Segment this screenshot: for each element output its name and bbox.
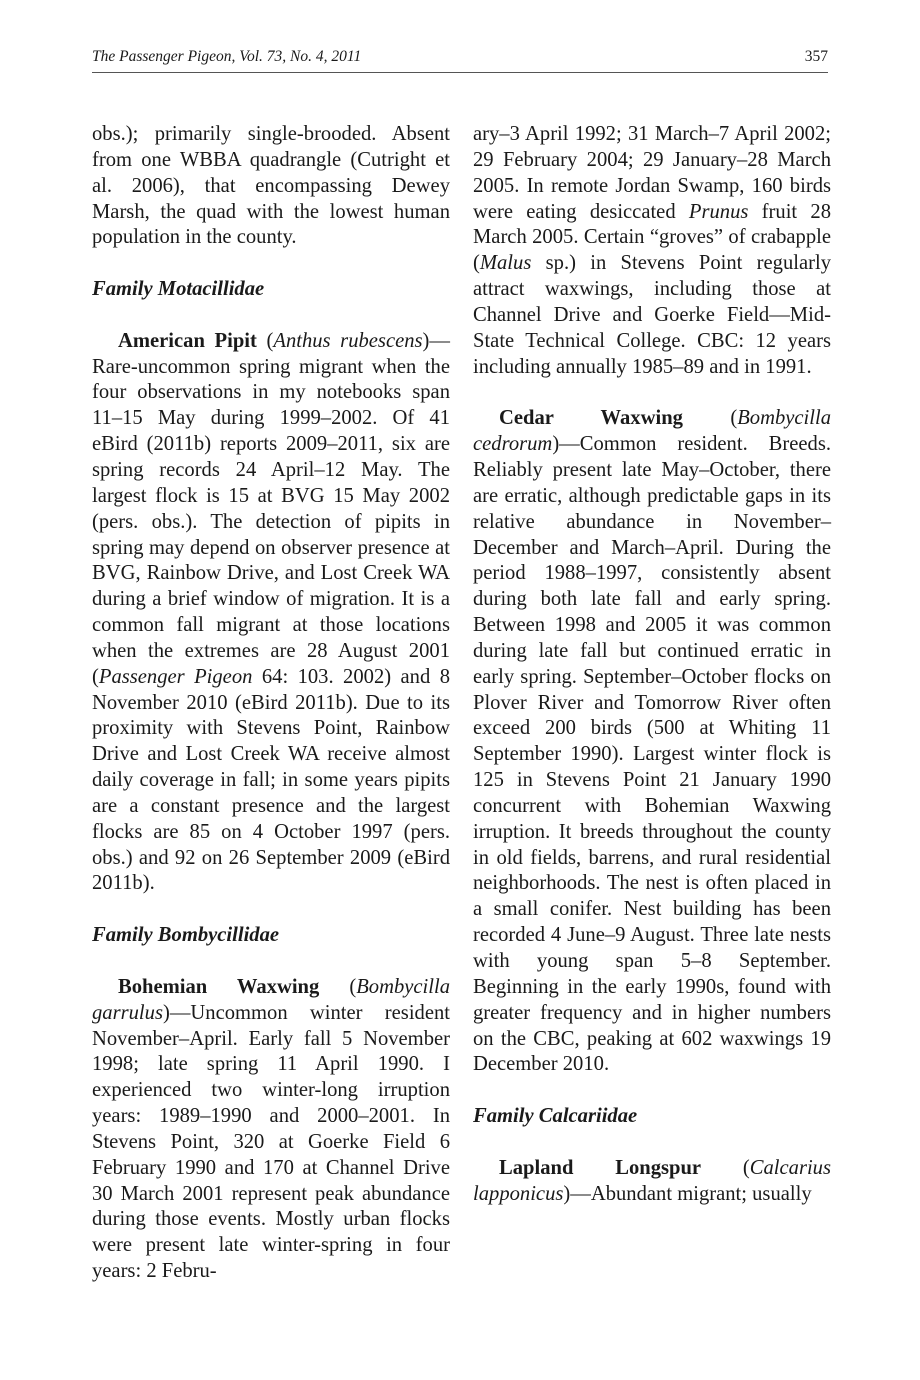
text-span: fruit 28 March 2005. Certain “groves” of crabapple ( [473,200,831,275]
entry-text: —Abundant migrant; usually [570,1182,812,1205]
heading-bombycillidae: Family Bombycillidae [92,924,280,947]
running-header [92,48,828,73]
entry-american-pipit: American Pipit (Anthus rubescens)—Rare-uncommon spring migrant when the four observations in my notebooks span 11–15 May during 1999–2002. Of 41 eBird (2011b) reports 2009–2011, six are spring records 24 April–12 May. The largest flock is 15 at BVG 15 May 2002 (pers. obs.). The detection of pipits in spring may depend on observer presence at BVG, Rainbow Drive, and Lost Creek WA during a brief window of migration. It is a common fall migrant at those locations when the extremes are 28 August 2001 (Passenger Pigeon 64: 103. 2002) and 8 November 2010 (eBird 2011b). Due to its proximity with Stevens Point, Rainbow Drive and Lost Creek WA receive almost daily coverage in fall; in some years pipits are a constant presence and the largest flocks are 85 on 4 October 1997 (pers. obs.) and 92 on 26 September 2009 (eBird 2011b). [92,329,450,895]
species-name: Cedar Waxwing [499,407,683,430]
heading-motacillidae: Family Motacillidae [92,278,265,301]
species-name: Bohemian Waxwing [118,975,320,998]
entry-text: —Common resident. Breeds. Reliably present late May–October, there are erratic, although predictable gaps in its relative abundance in November–December and March–April. During the period 1988–1997, consistently absent during both late fall and early spring. Between 1998 and 2005 it was common during late fall but continued erratic in early spring. September–October flocks on Plover River and Tomorrow River often exceed 200 birds (500 at Whiting 11 September 1990). Largest winter flock is 125 in Stevens Point 21 January 1990 concurrent with Bohemian Waxwing irruption. It breeds throughout the county in old fields, barrens, and rural residential neighborhoods. The nest is often placed in a small conifer. Nest building has been recorded 4 June–9 August. Three late nests with young span 5–8 September. Beginning in the early 1990s, found with greater frequency and in higher numbers on the CBC, peaking at 602 waxwings 19 December 2010. [473,433,831,1076]
entry-cedar-waxwing: Cedar Waxwing (Bombycilla cedrorum)—Common resident. Breeds. Reliably present late May–October, there are erratic, although predictable gaps in its relative abundance in November–December and March–April. During the period 1988–1997, consistently absent during both late fall and early spring. Between 1998 and 2005 it was common during late fall but continued erratic in early spring. September–October flocks on Plover River and Tomorrow River often exceed 200 birds (500 at Whiting 11 September 1990). Largest winter flock is 125 in Stevens Point 21 January 1990 concurrent with Bohemian Waxwing irruption. It breeds throughout the county in old fields, barrens, and rural residential neighborhoods. The nest is often placed in a small conifer. Nest building has been recorded 4 June–9 August. Three late nests with young span 5–8 September. Beginning in the early 1990s, found with greater frequency and in higher numbers on the CBC, peaking at 602 waxwings 19 December 2010. [473,407,831,1076]
paragraph-continuation: obs.); primarily single-brooded. Absent from one WBBA quadrangle (Cutright et al. 2006), that encompassing Dewey Marsh, the quad with the lowest human population in the county. [92,123,450,249]
scientific-name: Bombycilla garrulus [92,975,450,1024]
page-number: 357 [804,48,828,65]
species-name: Lapland Longspur [499,1156,702,1179]
genus-prunus: Prunus [688,200,749,223]
journal-citation: Passenger Pigeon [98,665,253,688]
entry-lapland-longspur: Lapland Longspur (Calcarius lapponicus)—Abundant migrant; usually [473,1156,831,1205]
entry-bohemian-waxwing: Bohemian Waxwing (Bombycilla garrulus)—Uncommon winter resident November–April. Early fall 5 November 1998; late spring 11 April 1990. I experienced two winter-long irruption years: 1989–1990 and 2000–2001. In Stevens Point, 320 at Goerke Field 6 February 1990 and 170 at Channel Drive 30 March 2001 represent peak abundance during those events. Mostly urban flocks were present late winter-spring in four years: 2 Febru- [92,975,450,1283]
text-span: ary–3 April 1992; 31 March–7 April 2002; 29 February 2004; 29 January–28 March 2005. In remote Jordan Swamp, 160 birds were eating desiccated [473,123,831,223]
left-column [92,122,450,1285]
text-span: sp.) in Stevens Point regularly attract waxwings, including those at Channel Drive and Goerke Field—Mid-State Technical College. CBC: 12 years including annually 1985–89 and in 1991. [473,252,831,378]
right-column [473,122,831,1207]
scientific-name: Bombycilla cedrorum [473,407,831,456]
journal-title: The Passenger Pigeon, Vol. 73, No. 4, 2011 [92,48,362,65]
species-name: American Pipit [118,329,257,352]
entry-text: —Rare-uncommon spring migrant when the four observations in my notebooks span 11–15 May during 1999–2002. Of 41 eBird (2011b) reports 2009–2011, six are spring records 24 April–12 May. The largest flock is 15 at BVG 15 May 2002 (pers. obs.). The detection of pipits in spring may depend on observer presence at BVG, Rainbow Drive, and Lost Creek WA during a brief window of migration. It is a common fall migrant at those locations when the extremes are 28 August 2001 ( [92,329,450,688]
entry-text: 64: 103. 2002) and 8 November 2010 (eBird 2011b). Due to its proximity with Stevens Point, Rainbow Drive and Lost Creek WA receive almost daily coverage in fall; in some years pipits are a constant presence and the largest flocks are 85 on 4 October 1997 (pers. obs.) and 92 on 26 September 2009 (eBird 2011b). [92,665,450,895]
scientific-name: Calcarius lapponicus [473,1156,831,1205]
heading-calcariidae: Family Calcariidae [473,1105,638,1128]
genus-malus: Malus [479,252,532,275]
entry-text: —Uncommon winter resident November–April. Early fall 5 November 1998; late spring 11 April 1990. I experienced two winter-long irruption years: 1989–1990 and 2000–2001. In Stevens Point, 320 at Goerke Field 6 February 1990 and 170 at Channel Drive 30 March 2001 represent peak abundance during those events. Mostly urban flocks were present late winter-spring in four years: 2 Febru- [92,1001,450,1283]
paragraph-continuation [473,122,831,380]
scientific-name: Anthus rubescens [273,329,423,352]
